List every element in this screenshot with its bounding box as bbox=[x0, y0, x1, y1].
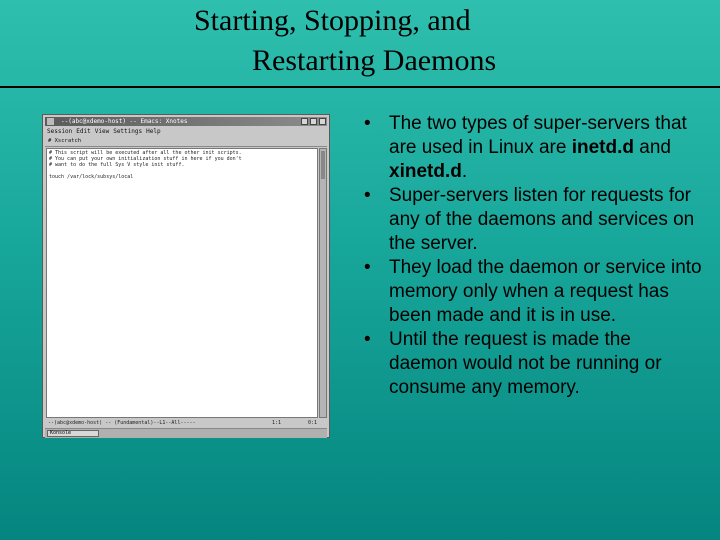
editor-line: # You can put your own initialization stuff in here if you don't bbox=[49, 156, 242, 162]
editor-scrollbar-thumb bbox=[321, 151, 325, 179]
menu-view: View bbox=[94, 128, 110, 135]
maximize-icon bbox=[310, 118, 317, 125]
slide-title-line-1: Starting, Stopping, and bbox=[194, 4, 471, 37]
bullet-text: and bbox=[634, 137, 671, 158]
close-icon bbox=[319, 118, 326, 125]
bullet-text: They load the daemon or service into memory only when a request has been made and it is in use. bbox=[389, 257, 702, 326]
editor-line: # want to do the full Sys V style init stuff. bbox=[49, 162, 185, 168]
menu-session: Session bbox=[47, 128, 73, 135]
bullet-item bbox=[364, 256, 704, 328]
bullet-mark: • bbox=[364, 329, 371, 350]
editor-taskbar bbox=[45, 428, 327, 438]
bullet-mark: • bbox=[364, 185, 371, 206]
bullet-text: Until the request is made the daemon would not be running or consume any memory. bbox=[389, 329, 662, 398]
editor-scrollbar bbox=[319, 148, 327, 418]
bullet-bold-term: xinetd.d bbox=[389, 161, 462, 182]
status-mode-line: --(abc@xdemo-host) -- (Fundamental)--L1--All----- bbox=[48, 420, 196, 426]
bullet-item bbox=[364, 184, 704, 256]
bullet-list bbox=[364, 112, 704, 400]
status-position: 1:1 bbox=[272, 420, 282, 426]
editor-titlebar bbox=[45, 117, 327, 126]
minimize-icon bbox=[301, 118, 308, 125]
editor-text-area bbox=[46, 148, 318, 418]
menu-help: Help bbox=[146, 128, 161, 135]
title-divider bbox=[0, 86, 720, 88]
slide-title-line-2: Restarting Daemons bbox=[252, 44, 497, 77]
slide-title bbox=[0, 0, 720, 88]
menu-settings: Settings bbox=[113, 128, 143, 135]
editor-statusbar bbox=[46, 419, 326, 428]
menu-edit: Edit bbox=[76, 128, 91, 135]
bullet-mark: • bbox=[364, 257, 371, 278]
editor-window-title: --(abc@xdemo-host) -- Emacs: Xnotes bbox=[61, 118, 188, 125]
editor-toolbar-label: # Xscratch bbox=[48, 138, 82, 144]
status-column: 0:1 bbox=[308, 420, 318, 426]
editor-menubar bbox=[45, 127, 327, 136]
editor-window-screenshot bbox=[42, 114, 330, 438]
editor-line: touch /var/lock/subsys/local bbox=[49, 174, 134, 180]
bullet-mark: • bbox=[364, 113, 371, 134]
editor-toolbar bbox=[45, 137, 327, 147]
taskbar-item: Konsole bbox=[47, 430, 99, 437]
bullet-text: Super-servers listen for requests for any of the daemons and services on the server. bbox=[389, 185, 695, 254]
bullet-text: The two types of super-servers that are used in Linux are bbox=[389, 113, 687, 158]
bullet-item bbox=[364, 112, 704, 184]
bullet-item bbox=[364, 328, 704, 400]
window-menu-icon bbox=[47, 118, 54, 125]
editor-line: # This script will be executed after all the other init scripts. bbox=[49, 150, 242, 156]
bullet-bold-term: inetd.d bbox=[571, 137, 635, 158]
bullet-text: . bbox=[461, 161, 468, 182]
